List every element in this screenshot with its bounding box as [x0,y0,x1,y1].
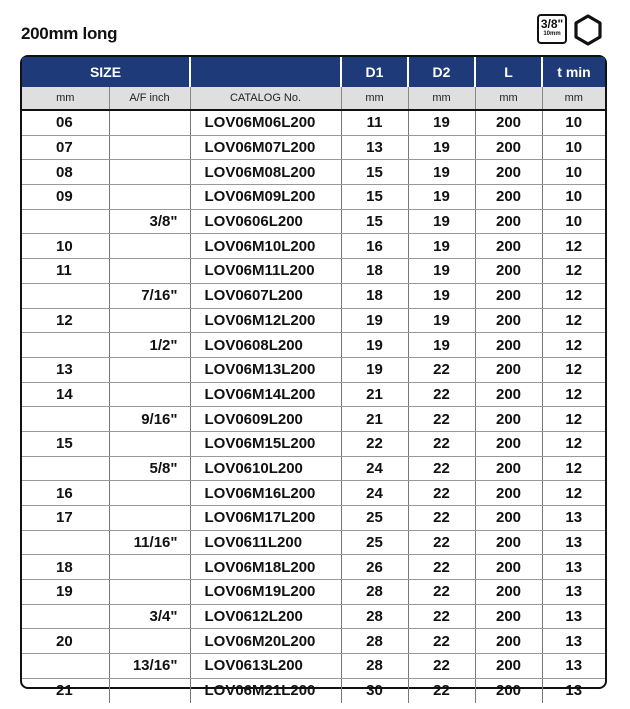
tmin-cell: 12 [542,431,605,456]
catalog-number-cell [190,530,341,555]
size-inch-cell [109,185,190,210]
length-cell: 200 [475,555,542,580]
length-cell: 200 [475,456,542,481]
d1-cell: 28 [341,580,408,605]
d2-cell: 22 [408,654,475,679]
catalog-number-cell [190,604,341,629]
d2-cell: 22 [408,382,475,407]
length-cell: 200 [475,580,542,605]
d1-cell: 30 [341,678,408,702]
catalog-number-cell [190,678,341,702]
table-row [22,135,605,160]
size-mm-cell [22,654,109,679]
d1-cell: 26 [341,555,408,580]
page-title: 200mm long [21,24,118,43]
catalog-number: LOV06M20L200 [204,632,316,650]
size-inch-cell [109,629,190,654]
catalog-number: LOV06M14L200 [204,385,316,403]
length-cell: 200 [475,382,542,407]
tmin-cell: 13 [542,506,605,531]
catalog-number: LOV06M15L200 [204,435,316,453]
catalog-number-cell [190,135,341,160]
subheader-af-inch: A/F inch [109,87,190,110]
d1-cell: 11 [341,110,408,135]
tmin-cell: 10 [542,110,605,135]
catalog-number: LOV06M12L200 [204,311,316,329]
catalog-number-cell [190,481,341,506]
table-row [22,407,605,432]
drive-size-label: 3/8" [540,17,564,31]
d2-cell: 22 [408,678,475,702]
catalog-number: LOV06M19L200 [204,583,316,601]
hexagon-icon [572,14,604,46]
subheader-d2-unit: mm [408,87,475,110]
length-cell: 200 [475,135,542,160]
d1-cell: 15 [341,185,408,210]
size-inch-cell [109,382,190,407]
tmin-cell: 12 [542,407,605,432]
d2-cell: 22 [408,431,475,456]
header-l: L [475,57,542,87]
d1-cell: 28 [341,629,408,654]
catalog-number-cell [190,357,341,382]
catalog-number: LOV0609L200 [204,410,303,428]
catalog-number: LOV0608L200 [204,336,303,354]
catalog-number-cell [190,160,341,185]
catalog-number: LOV0610L200 [204,459,303,477]
size-mm-cell [22,530,109,555]
length-cell: 200 [475,506,542,531]
catalog-number: LOV0612L200 [204,608,303,626]
table-row [22,530,605,555]
table-body [22,110,605,703]
table-row [22,555,605,580]
table-row [22,506,605,531]
table-row [22,654,605,679]
size-mm-cell: 18 [22,555,109,580]
d2-cell: 19 [408,308,475,333]
table-row [22,333,605,358]
d1-cell: 28 [341,654,408,679]
tmin-cell: 13 [542,555,605,580]
table-row [22,604,605,629]
length-cell: 200 [475,209,542,234]
catalog-number: LOV0606L200 [204,213,303,231]
tmin-cell: 12 [542,259,605,284]
d2-cell: 19 [408,160,475,185]
table-row [22,308,605,333]
size-mm-cell: 13 [22,357,109,382]
d2-cell: 19 [408,283,475,308]
catalog-number: LOV06M08L200 [204,163,316,181]
catalog-number: LOV06M21L200 [204,682,316,700]
size-inch-cell [109,555,190,580]
length-cell: 200 [475,160,542,185]
subheader-tmin-unit: mm [542,87,605,110]
catalog-number-cell [190,333,341,358]
subheader-row [22,87,605,110]
drive-size-mm-label: 10mm [543,31,561,37]
size-inch-cell [109,357,190,382]
tmin-cell: 13 [542,530,605,555]
d1-cell: 21 [341,407,408,432]
subheader-d1-unit: mm [341,87,408,110]
d2-cell: 22 [408,629,475,654]
tmin-cell: 10 [542,185,605,210]
length-cell: 200 [475,678,542,702]
table-row [22,481,605,506]
catalog-number: LOV06M11L200 [204,262,315,280]
table-row [22,580,605,605]
size-inch-cell [109,259,190,284]
d2-cell: 19 [408,234,475,259]
catalog-number: LOV06M09L200 [204,188,316,206]
catalog-number: LOV0611L200 [204,534,303,552]
catalog-number: LOV06M16L200 [204,484,316,502]
tmin-cell: 10 [542,135,605,160]
catalog-number: LOV0613L200 [204,657,303,675]
size-inch-cell: 7/16" [109,283,190,308]
tmin-cell: 13 [542,629,605,654]
d2-cell: 22 [408,456,475,481]
size-inch-cell [109,110,190,135]
catalog-number-cell [190,580,341,605]
catalog-number-cell [190,308,341,333]
subheader-catalog: CATALOG No. [190,87,341,110]
size-mm-cell [22,283,109,308]
size-mm-cell: 06 [22,110,109,135]
catalog-number-cell [190,110,341,135]
size-inch-cell [109,308,190,333]
length-cell: 200 [475,259,542,284]
size-inch-cell: 13/16" [109,654,190,679]
length-cell: 200 [475,481,542,506]
catalog-number-cell [190,234,341,259]
size-mm-cell: 12 [22,308,109,333]
size-mm-cell: 08 [22,160,109,185]
tmin-cell: 12 [542,481,605,506]
size-mm-cell: 19 [22,580,109,605]
size-mm-cell [22,333,109,358]
size-mm-cell [22,604,109,629]
d1-cell: 21 [341,382,408,407]
length-cell: 200 [475,110,542,135]
d2-cell: 19 [408,135,475,160]
length-cell: 200 [475,333,542,358]
catalog-number: LOV06M07L200 [204,139,316,157]
header-d2: D2 [408,57,475,87]
header-d1: D1 [341,57,408,87]
table-row [22,259,605,284]
d2-cell: 22 [408,506,475,531]
size-inch-cell: 5/8" [109,456,190,481]
size-mm-cell: 09 [22,185,109,210]
catalog-number: LOV06M13L200 [204,361,316,379]
tmin-cell: 13 [565,682,583,700]
size-inch-cell [109,678,190,702]
size-inch-cell: 3/8" [109,209,190,234]
length-cell: 200 [475,407,542,432]
size-inch-cell [109,135,190,160]
size-inch-cell: 3/4" [109,604,190,629]
d2-cell: 22 [408,357,475,382]
d1-cell: 28 [341,604,408,629]
d1-cell: 15 [341,209,408,234]
length-cell: 200 [475,530,542,555]
length-cell: 200 [475,431,542,456]
d2-cell: 22 [408,580,475,605]
catalog-number-cell [190,506,341,531]
tmin-cell: 13 [542,580,605,605]
d1-cell: 13 [341,135,408,160]
d1-cell: 25 [341,530,408,555]
catalog-number: LOV06M10L200 [204,237,316,255]
length-cell: 200 [475,283,542,308]
size-mm-cell [22,456,109,481]
subheader-l-unit: mm [475,87,542,110]
d1-cell: 16 [341,234,408,259]
catalog-number: LOV06M17L200 [204,509,316,527]
size-mm-cell: 16 [22,481,109,506]
length-cell: 200 [475,234,542,259]
size-inch-cell: 9/16" [109,407,190,432]
d2-cell: 22 [408,604,475,629]
tmin-cell: 12 [542,382,605,407]
tmin-cell: 12 [542,333,605,358]
d1-cell: 15 [341,160,408,185]
size-inch-cell [109,580,190,605]
size-inch-cell [109,506,190,531]
size-mm-cell: 11 [22,259,109,284]
d2-cell: 19 [408,333,475,358]
d2-cell: 19 [408,110,475,135]
catalog-number-cell [190,431,341,456]
catalog-number-cell [190,209,341,234]
length-cell: 200 [475,629,542,654]
tmin-cell: 12 [542,308,605,333]
catalog-number-cell [190,283,341,308]
d1-cell: 24 [341,481,408,506]
d1-cell: 18 [341,259,408,284]
d2-cell: 22 [408,407,475,432]
size-mm-cell: 17 [22,506,109,531]
spec-table [22,57,605,703]
d1-cell: 19 [341,308,408,333]
length-cell: 200 [475,308,542,333]
length-cell: 200 [475,654,542,679]
tmin-cell: 12 [542,234,605,259]
d2-cell: 19 [408,185,475,210]
size-inch-cell [109,160,190,185]
header-row [22,57,605,87]
header-catalog-blank [190,57,341,87]
tmin-cell: 12 [542,283,605,308]
catalog-number-cell [190,456,341,481]
catalog-number-cell [190,407,341,432]
header-tmin: t min [542,57,605,87]
tmin-cell: 12 [542,456,605,481]
table-row [22,456,605,481]
d2-cell: 19 [408,259,475,284]
tmin-cell: 12 [542,357,605,382]
catalog-number-cell [190,185,341,210]
tmin-cell: 10 [542,209,605,234]
size-mm-cell: 07 [22,135,109,160]
size-inch-cell [109,431,190,456]
size-mm-cell: 20 [22,629,109,654]
catalog-number: LOV0607L200 [204,287,303,305]
tmin-cell: 13 [542,604,605,629]
d1-cell: 22 [341,431,408,456]
size-mm-cell [22,209,109,234]
size-mm-cell: 21 [22,678,109,702]
d1-cell: 25 [341,506,408,531]
d1-cell: 19 [341,357,408,382]
size-inch-cell: 1/2" [109,333,190,358]
tmin-cell: 10 [542,160,605,185]
catalog-number: LOV06M18L200 [204,558,316,576]
size-inch-cell [109,234,190,259]
table-row [22,283,605,308]
catalog-number-cell [190,382,341,407]
size-mm-cell [22,407,109,432]
length-cell: 200 [475,185,542,210]
catalog-number-cell [190,555,341,580]
d1-cell: 24 [341,456,408,481]
subheader-mm: mm [22,87,109,110]
size-inch-cell: 11/16" [109,530,190,555]
length-cell: 200 [475,604,542,629]
spec-table-frame [20,55,607,700]
d1-cell: 19 [341,333,408,358]
d2-cell: 22 [408,481,475,506]
d1-cell: 18 [341,283,408,308]
size-mm-cell: 10 [22,234,109,259]
catalog-number-cell [190,629,341,654]
length-cell: 200 [475,357,542,382]
table-row [22,234,605,259]
d2-cell: 22 [408,530,475,555]
size-mm-cell: 14 [22,382,109,407]
square-drive-icon [537,14,567,44]
table-row [22,209,605,234]
table-row [22,382,605,407]
size-inch-cell [109,481,190,506]
d2-cell: 19 [408,209,475,234]
catalog-number: LOV06M06L200 [204,114,316,132]
table-row [22,357,605,382]
size-mm-cell: 15 [22,431,109,456]
header-size: SIZE [22,57,190,87]
table-row [22,185,605,210]
table-row [22,431,605,456]
d2-cell: 22 [408,555,475,580]
table-row [22,678,605,702]
table-row [22,629,605,654]
catalog-number-cell [190,259,341,284]
tmin-cell: 13 [542,654,605,679]
table-row [22,160,605,185]
table-row [22,110,605,135]
catalog-number-cell [190,654,341,679]
